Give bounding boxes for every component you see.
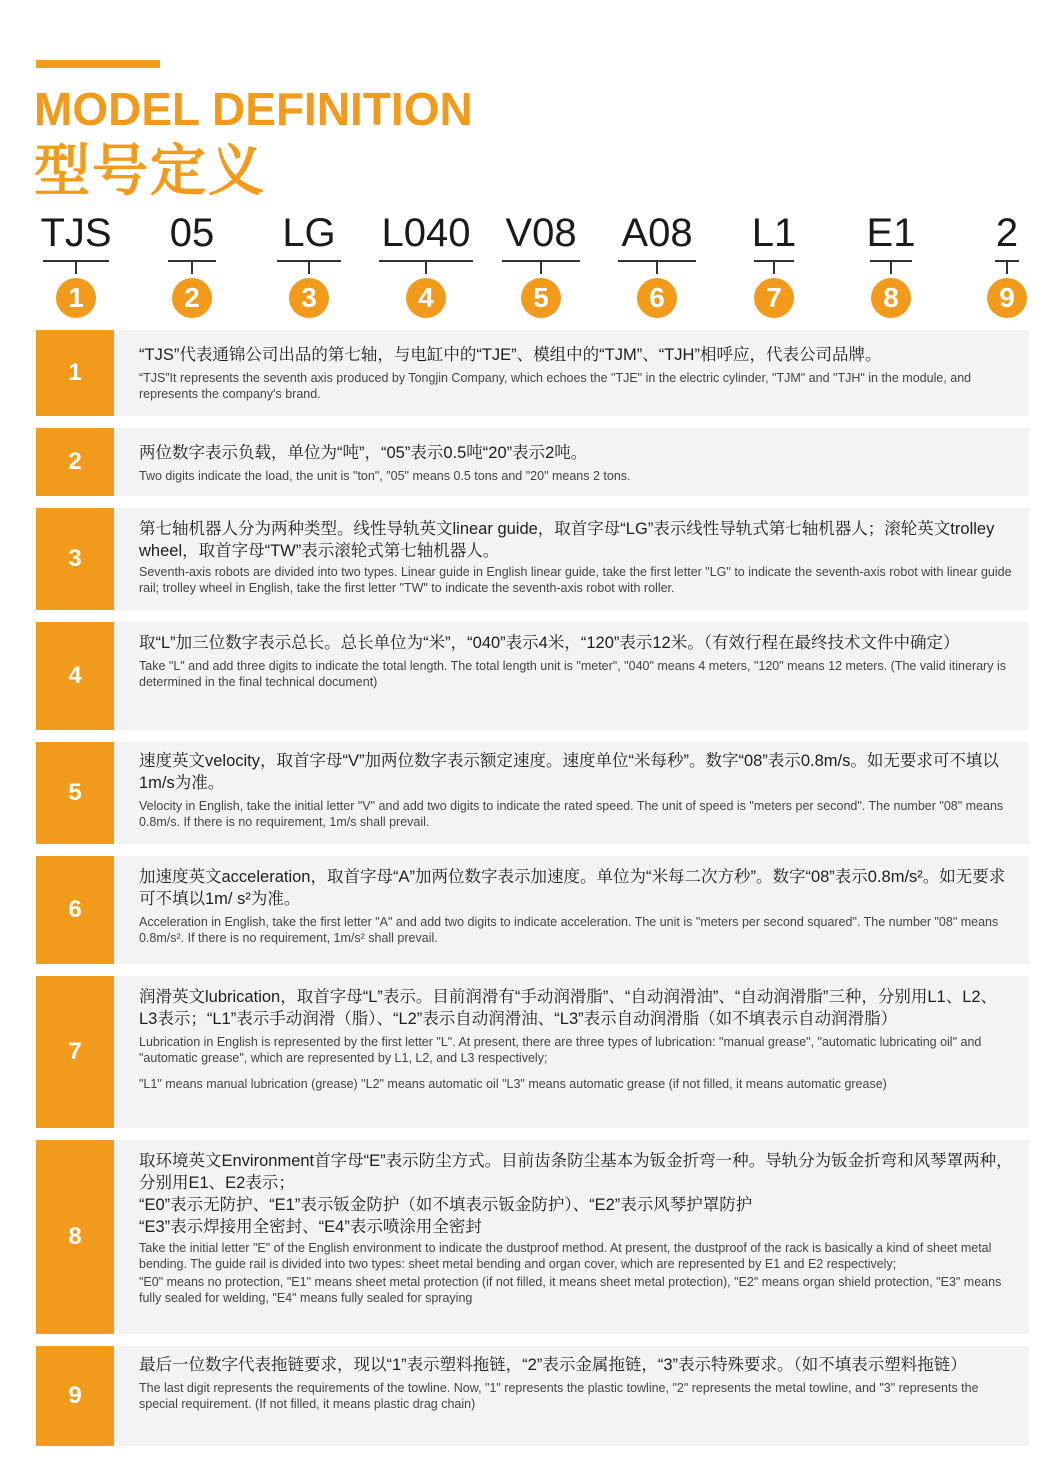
code-number-badge: 3 — [289, 278, 329, 318]
row-number: 9 — [36, 1346, 114, 1446]
code-number-badge: 1 — [56, 278, 96, 318]
model-code-segment — [249, 208, 369, 318]
row-number: 6 — [36, 856, 114, 964]
code-number-badge: 2 — [172, 278, 212, 318]
row-text-en: Velocity in English, take the initial letter "V" and add two digits to indicate the rated speed. The unit of speed is "meters per second". The number "08" means 0.8m/s. If there is no requirement, 1m/s shall prevail. — [139, 799, 1004, 829]
model-code-segment — [714, 208, 834, 318]
row-text-cn: “E3”表示焊接用全密封、“E4”表示喷涂用全密封 — [139, 1218, 482, 1236]
model-code-segment — [366, 208, 486, 318]
row-number: 8 — [36, 1140, 114, 1334]
model-code-text: V08 — [505, 211, 577, 255]
row-number: 3 — [36, 508, 114, 610]
row-body — [139, 518, 1015, 596]
code-tick — [890, 262, 892, 274]
row-body — [139, 986, 1015, 1092]
code-number-badge: 6 — [637, 278, 677, 318]
model-code-segment — [16, 208, 136, 318]
code-tick — [540, 262, 542, 274]
row-text-en-extra: "L1" means manual lubrication (grease) "L2" means automatic oil "L3" means automatic grease (if not filled, it means automatic grease) — [139, 1077, 887, 1091]
row-body — [139, 750, 1015, 830]
row-text-en: "E0" means no protection, "E1" means sheet metal protection (if not filled, it means sheet metal protection), "E2" means organ shield protection, "E3" means fully sealed for welding, "E4" means fully sealed for spraying — [139, 1275, 1002, 1305]
code-tick — [308, 262, 310, 274]
model-code-segment — [831, 208, 951, 318]
row-text-en: Seventh-axis robots are divided into two types. Linear guide in English linear guide, take the first letter "LG" to indicate the seventh-axis robot with linear guide rail; trolley wheel in English, take the first letter "TW" to indicate the seventh-axis robot with roller. — [139, 565, 1012, 595]
row-body — [139, 1150, 1015, 1306]
definition-row — [36, 856, 1029, 964]
code-tick — [191, 262, 193, 274]
model-code-segment — [481, 208, 601, 318]
model-code-text: A08 — [621, 211, 693, 255]
row-number: 1 — [36, 330, 114, 416]
row-body — [139, 866, 1015, 946]
row-text-cn: 最后一位数字代表拖链要求，现以“1”表示塑料拖链，“2”表示金属拖链，“3”表示特殊要求。（如不填表示塑料拖链） — [139, 1356, 967, 1374]
row-text-cn: 速度英文velocity，取首字母“V”加两位数字表示额定速度。速度单位“米每秒”。数字“08”表示0.8m/s。如无要求可不填以1m/s为准。 — [139, 752, 999, 792]
row-text-cn: 取“L”加三位数字表示总长。总长单位为“米”，“040”表示4米，“120”表示12米。（有效行程在最终技术文件中确定） — [139, 634, 960, 652]
page-title-cn: 型号定义 — [34, 139, 266, 202]
code-tick — [773, 262, 775, 274]
page-title-en: MODEL DEFINITION — [34, 83, 473, 135]
model-code-text: 05 — [169, 211, 215, 255]
model-code-text: LG — [282, 211, 336, 255]
row-text-cn: 取环境英文Environment首字母“E”表示防尘方式。目前齿条防尘基本为钣金折弯一种。导轨分为钣金折弯和风琴罩两种，分别用E1、E2表示； — [139, 1152, 1013, 1192]
code-number-badge: 9 — [987, 278, 1027, 318]
definition-row — [36, 622, 1029, 730]
row-number: 4 — [36, 622, 114, 730]
code-tick — [656, 262, 658, 274]
row-text-cn: 加速度英文acceleration，取首字母“A”加两位数字表示加速度。单位为“米每二次方秒”。数字“08”表示0.8m/s²。如无要求可不填以1m/ s²为准。 — [139, 868, 1006, 908]
model-code-segment — [947, 208, 1059, 318]
row-body — [139, 344, 1015, 402]
row-number: 5 — [36, 742, 114, 844]
row-text-cn: 两位数字表示负载，单位为“吨”，“05”表示0.5吨“20”表示2吨。 — [139, 444, 588, 462]
row-number: 7 — [36, 976, 114, 1128]
definition-row — [36, 1346, 1029, 1446]
model-code-text: L040 — [381, 211, 471, 255]
model-code-segment — [597, 208, 717, 318]
model-code-text: 2 — [995, 211, 1019, 255]
model-code-text: E1 — [866, 211, 916, 255]
definition-row — [36, 1140, 1029, 1334]
row-text-cn: “TJS”代表通锦公司出品的第七轴，与电缸中的“TJE”、模组中的“TJM”、“TJH”相呼应，代表公司品牌。 — [139, 346, 882, 364]
row-text-cn: 第七轴机器人分为两种类型。线性导轨英文linear guide，取首字母“LG”表示线性导轨式第七轴机器人；滚轮英文trolley wheel，取首字母“TW”表示滚轮式第七轴机器人。 — [139, 520, 995, 560]
row-body — [139, 1354, 1015, 1412]
row-number: 2 — [36, 428, 114, 496]
row-text-en: Acceleration in English, take the first letter "A" and add two digits to indicate acceleration. The unit is "meters per second squared". The number "08" means 0.8m/s². If there is no requirement, 1m/s² shall prevail. — [139, 915, 999, 945]
row-text-en: “TJS”It represents the seventh axis produced by Tongjin Company, which echoes the "TJE" in the electric cylinder, "TJM" and "TJH" in the module, and represents the company's brand. — [139, 371, 972, 401]
code-number-badge: 7 — [754, 278, 794, 318]
row-body — [139, 442, 1015, 484]
model-code-segment — [132, 208, 252, 318]
row-text-en: Lubrication in English is represented by the first letter "L". At present, there are three types of lubrication: "manual grease", "automatic lubricating oil" and "automatic grease", which are represented by L1, L2, and L3 respectively; — [139, 1035, 982, 1065]
row-text-en: Two digits indicate the load, the unit is "ton", "05" means 0.5 tons and "20" means 2 tons. — [139, 469, 631, 483]
row-text-cn: “E0”表示无防护、“E1”表示钣金防护（如不填表示钣金防护）、“E2”表示风琴护罩防护 — [139, 1196, 753, 1214]
row-body — [139, 632, 1015, 690]
code-number-badge: 4 — [406, 278, 446, 318]
code-tick — [425, 262, 427, 274]
code-tick — [75, 262, 77, 274]
row-text-en: The last digit represents the requirements of the towline. Now, "1" represents the plastic towline, "2" represents the metal towline, and "3" represents the special requirement. (If not filled, it means plastic drag chain) — [139, 1381, 979, 1411]
code-number-badge: 8 — [871, 278, 911, 318]
definition-row — [36, 330, 1029, 416]
accent-bar — [36, 60, 160, 68]
definition-row — [36, 428, 1029, 496]
model-code-text: TJS — [40, 211, 112, 255]
row-text-en: Take the initial letter "E" of the English environment to indicate the dustproof method. At present, the dustproof of the rack is basically a kind of sheet metal bending. The guide rail is divided into two types: sheet metal bending and organ cover, which are represented by E1 and E2 respectively; — [139, 1241, 992, 1271]
code-tick — [1006, 262, 1008, 274]
code-number-badge: 5 — [521, 278, 561, 318]
definition-row — [36, 976, 1029, 1128]
row-text-en: Take "L" and add three digits to indicate the total length. The total length unit is "meter", "040" means 4 meters, "120" means 12 meters. (The valid itinerary is determined in the final technical document) — [139, 659, 1006, 689]
definition-row — [36, 742, 1029, 844]
model-code-text: L1 — [751, 211, 797, 255]
definition-row — [36, 508, 1029, 610]
row-text-cn: 润滑英文lubrication，取首字母“L”表示。目前润滑有“手动润滑脂”、“自动润滑油”、“自动润滑脂”三种，分别用L1、L2、L3表示；“L1”表示手动润滑（脂）、“L2”表示自动润滑油、“L3”表示自动润滑脂（如不填表示自动润滑脂） — [139, 988, 998, 1028]
